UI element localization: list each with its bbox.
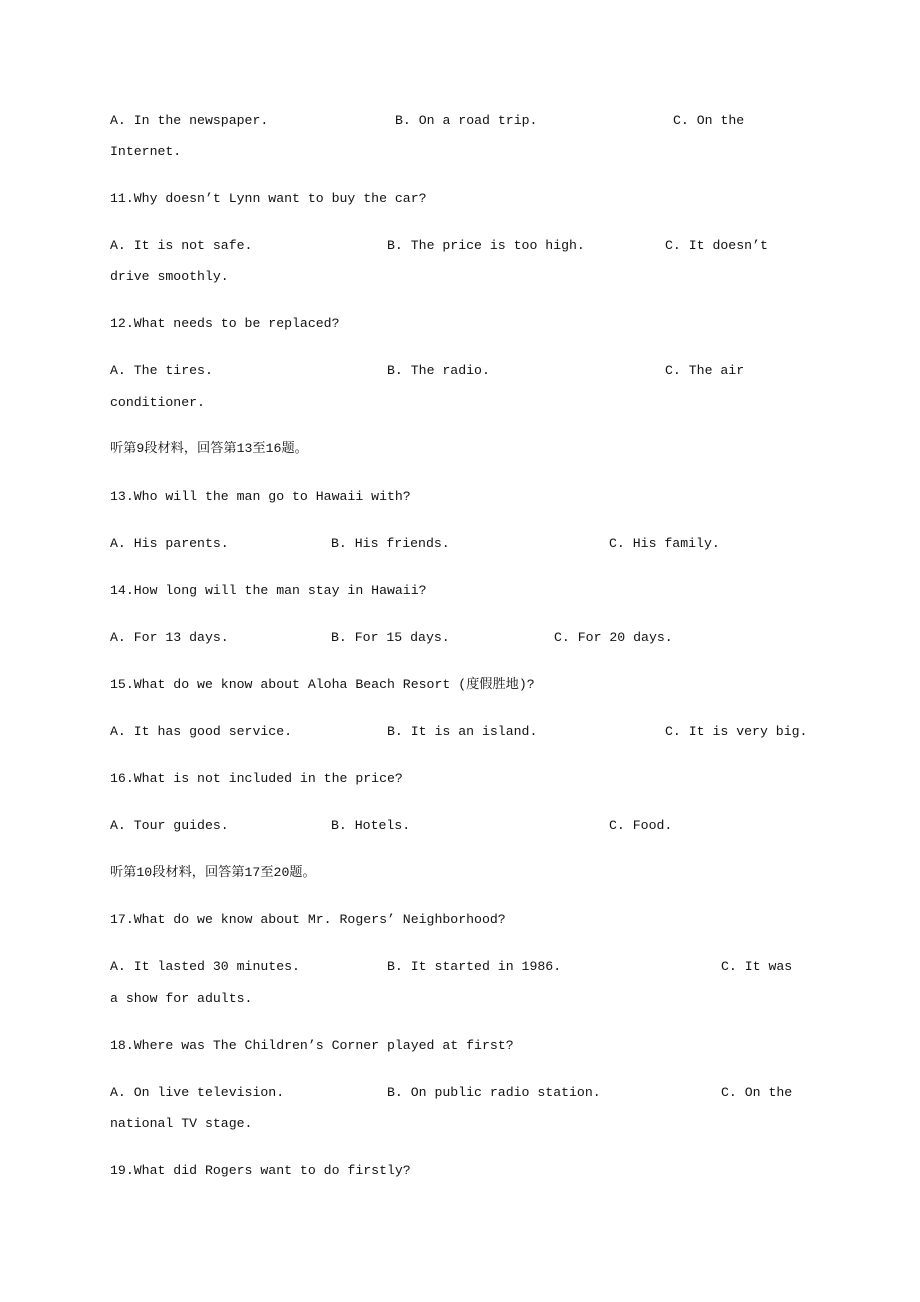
- q14-question: 14.How long will the man stay in Hawaii?: [110, 583, 427, 598]
- q17-option-c-cont: a show for adults.: [110, 991, 253, 1006]
- q11-question: 11.Why doesn’t Lynn want to buy the car?: [110, 191, 427, 206]
- q17-question: 17.What do we know about Mr. Rogers’ Neighborhood?: [110, 912, 506, 927]
- q18-question: 18.Where was The Children’s Corner played at first?: [110, 1038, 514, 1053]
- q15-question: 15.What do we know about Aloha Beach Resort (度假胜地)?: [110, 677, 535, 692]
- q14-option-a: A. For 13 days.: [110, 630, 229, 645]
- q15-option-b: B. It is an island.: [387, 724, 538, 739]
- q16-option-c: C. Food.: [609, 818, 673, 833]
- q13-option-a: A. His parents.: [110, 536, 229, 551]
- q10-option-a: A. In the newspaper.: [110, 113, 269, 128]
- q18-option-c-cont: national TV stage.: [110, 1116, 253, 1131]
- q16-option-b: B. Hotels.: [331, 818, 411, 833]
- q13-question: 13.Who will the man go to Hawaii with?: [110, 489, 411, 504]
- q18-option-a: A. On live television.: [110, 1085, 285, 1100]
- q10-option-c-cont: Internet.: [110, 144, 182, 159]
- q14-option-c: C. For 20 days.: [554, 630, 673, 645]
- q18-option-b: B. On public radio station.: [387, 1085, 601, 1100]
- section-10-heading: 听第10段材料，回答第17至20题。: [110, 865, 316, 880]
- q12-question: 12.What needs to be replaced?: [110, 316, 340, 331]
- q11-option-a: A. It is not safe.: [110, 238, 253, 253]
- q12-option-b: B. The radio.: [387, 363, 490, 378]
- q13-option-b: B. His friends.: [331, 536, 450, 551]
- q15-option-c: C. It is very big.: [665, 724, 808, 739]
- section-9-heading: 听第9段材料，回答第13至16题。: [110, 441, 308, 456]
- q12-option-c-cont: conditioner.: [110, 395, 205, 410]
- q16-question: 16.What is not included in the price?: [110, 771, 403, 786]
- q18-option-c: C. On the: [721, 1085, 793, 1100]
- q10-option-c: C. On the: [673, 113, 745, 128]
- q12-option-a: A. The tires.: [110, 363, 213, 378]
- q10-option-b: B. On a road trip.: [395, 113, 538, 128]
- q17-option-b: B. It started in 1986.: [387, 959, 562, 974]
- q12-option-c: C. The air: [665, 363, 745, 378]
- q11-option-b: B. The price is too high.: [387, 238, 585, 253]
- q17-option-c: C. It was: [721, 959, 793, 974]
- q11-option-c-cont: drive smoothly.: [110, 269, 229, 284]
- q17-option-a: A. It lasted 30 minutes.: [110, 959, 300, 974]
- q14-option-b: B. For 15 days.: [331, 630, 450, 645]
- q19-question: 19.What did Rogers want to do firstly?: [110, 1163, 411, 1178]
- q11-option-c: C. It doesn’t: [665, 238, 768, 253]
- q13-option-c: C. His family.: [609, 536, 720, 551]
- q16-option-a: A. Tour guides.: [110, 818, 229, 833]
- q15-option-a: A. It has good service.: [110, 724, 293, 739]
